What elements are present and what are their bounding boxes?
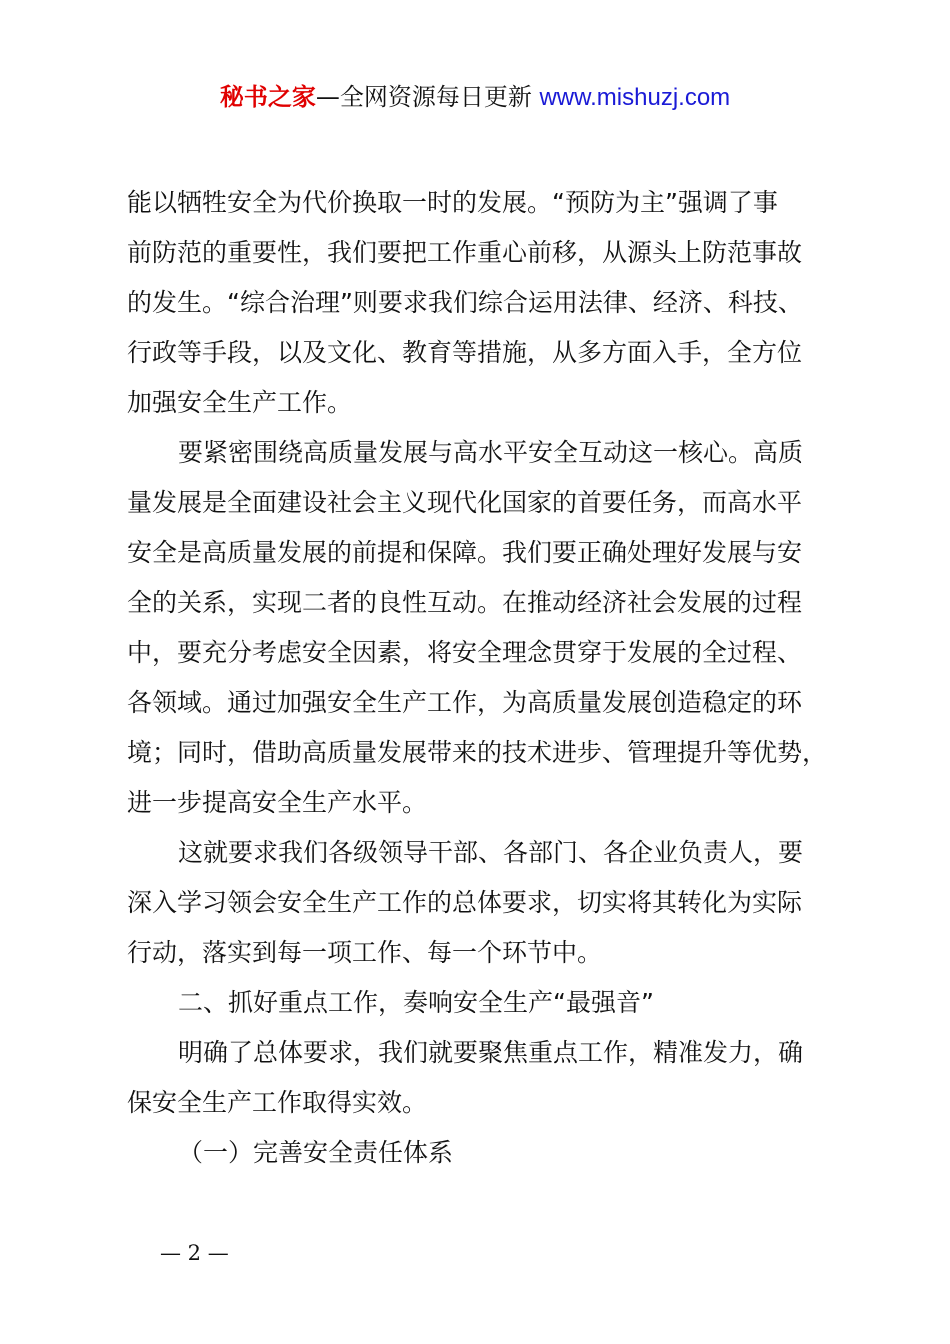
text-line: 行动，落实到每一项工作、每一个环节中。 [127,938,603,967]
text-line: 中，要充分考虑安全因素，将安全理念贯穿于发展的全过程、 [127,638,803,667]
text-line: 各领域。通过加强安全生产工作，为高质量发展创造稳定的环 [127,688,803,717]
text-line: 保安全生产工作取得实效。 [127,1088,428,1117]
text-line: 这就要求我们各级领导干部、各部门、各企业负责人，要 [178,838,804,867]
text-line: 前防范的重要性，我们要把工作重心前移，从源头上防范事故 [127,238,803,267]
site-brand: 秘书之家 [219,83,316,111]
site-header [0,80,950,115]
subsection-heading: （一）完善安全责任体系 [178,1138,454,1167]
text-line: 要紧密围绕高质量发展与高水平安全互动这一核心。高质 [178,438,804,467]
text-line: 量发展是全面建设社会主义现代化国家的首要任务，而高水平 [127,488,803,517]
text-line: 境；同时，借助高质量发展带来的技术进步、管理提升等优势， [127,738,828,767]
text-line: 能以牺牲安全为代价换取一时的发展。“预防为主”强调了事 [127,188,778,217]
text-line: 深入学习领会安全生产工作的总体要求，切实将其转化为实际 [127,888,803,917]
page-number: — 2 — [160,1241,229,1265]
section-heading: 二、抓好重点工作，奏响安全生产“最强音” [178,988,654,1017]
text-line: 进一步提高安全生产水平。 [127,788,428,817]
text-line: 安全是高质量发展的前提和保障。我们要正确处理好发展与安 [127,538,803,567]
text-line: 全的关系，实现二者的良性互动。在推动经济社会发展的过程 [127,588,803,617]
site-tagline: —全网资源每日更新 [315,83,532,111]
document-body [127,178,837,1178]
text-line: 的发生。“综合治理”则要求我们综合运用法律、经济、科技、 [127,288,803,317]
text-line: 加强安全生产工作。 [127,388,353,417]
text-line: 行政等手段，以及文化、教育等措施，从多方面入手，全方位 [127,338,803,367]
site-url[interactable]: www.mishuzj.com [539,84,731,111]
text-line: 明确了总体要求，我们就要聚焦重点工作，精准发力，确 [178,1038,804,1067]
